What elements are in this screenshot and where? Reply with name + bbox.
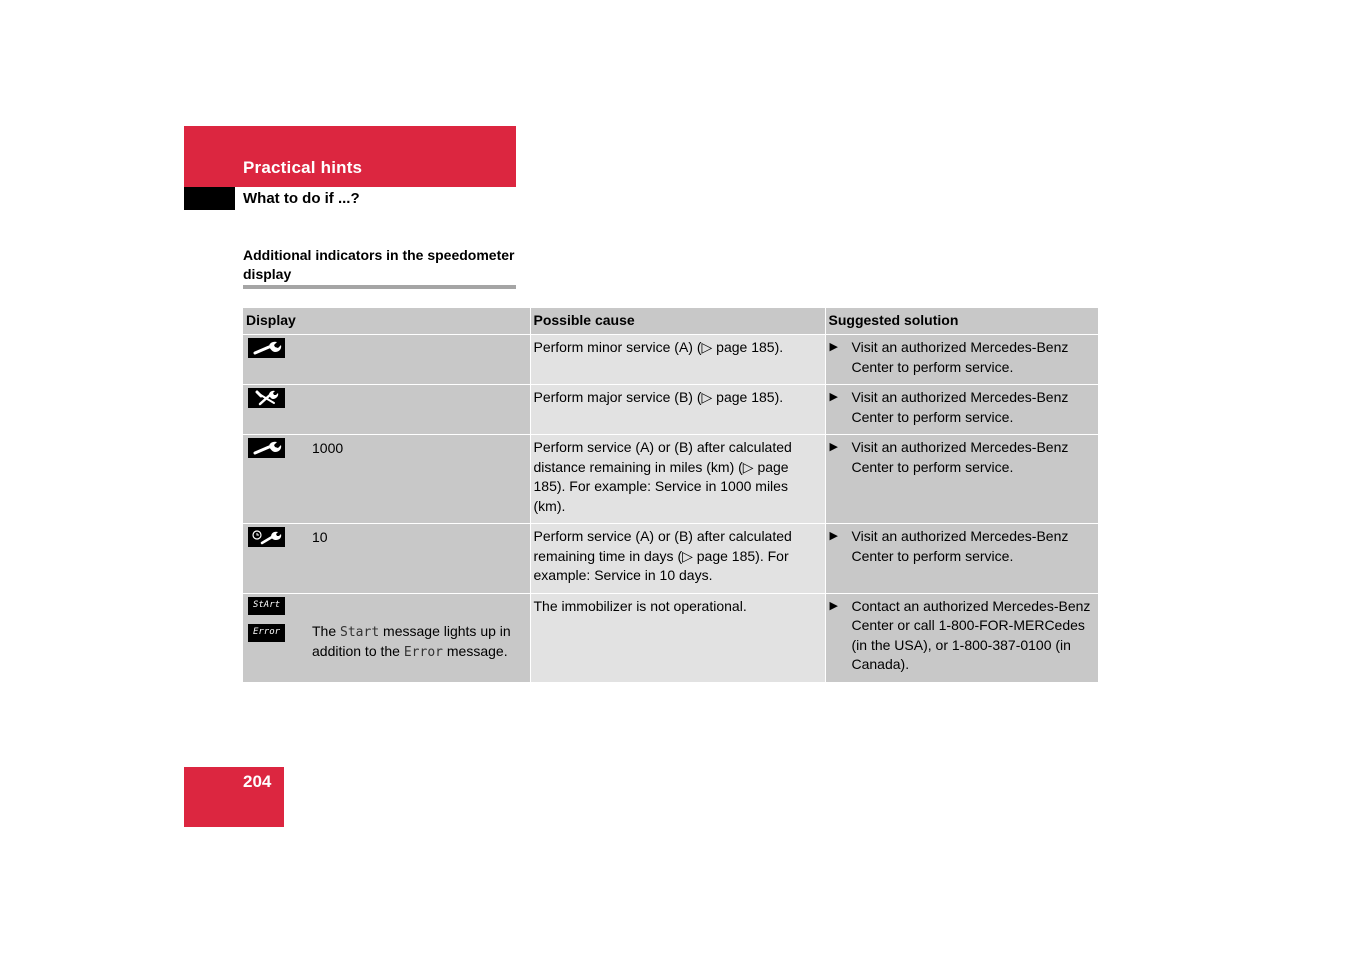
display-cell bbox=[243, 335, 530, 385]
indicators-table bbox=[243, 308, 1098, 683]
display-cell bbox=[243, 435, 530, 524]
solution-text: Visit an authorized Mercedes-Benz Center to perform service. bbox=[851, 439, 1069, 475]
section-title: Practical hints bbox=[243, 158, 363, 177]
header-tab-marker bbox=[184, 187, 235, 210]
display-text: 1000 bbox=[312, 440, 344, 456]
cause-cell: Perform major service (B) (▷ page 185). bbox=[530, 385, 825, 435]
display-text: The Start message lights up in addition to the Error message. bbox=[312, 622, 511, 660]
table-row bbox=[243, 593, 1098, 682]
cause-cell: Perform service (A) or (B) after calculated distance remaining in miles (km) (▷ page 185). For example: Service in 1000 miles (km). bbox=[530, 435, 825, 524]
solution-cell bbox=[825, 593, 1098, 682]
bullet-icon: ▶ bbox=[829, 341, 838, 353]
cause-cell: Perform service (A) or (B) after calculated remaining time in days (▷ page 185). For example: Service in 10 days. bbox=[530, 524, 825, 594]
solution-cell bbox=[825, 385, 1098, 435]
error-message-label: Error bbox=[403, 645, 443, 660]
table-row bbox=[243, 385, 1098, 435]
header-display: Display bbox=[243, 308, 530, 335]
display-cell bbox=[243, 524, 530, 594]
topic-rule bbox=[243, 285, 516, 289]
display-text: 10 bbox=[312, 529, 328, 545]
header-suggested-solution: Suggested solution bbox=[825, 308, 1098, 335]
wrench-icon bbox=[248, 338, 285, 358]
subsection-title: What to do if ...? bbox=[243, 190, 360, 207]
wrench-icon bbox=[248, 438, 285, 458]
bullet-icon: ▶ bbox=[829, 530, 838, 542]
display-cell bbox=[243, 593, 530, 682]
clock-wrench-icon bbox=[248, 527, 285, 547]
cause-cell: The immobilizer is not operational. bbox=[530, 593, 825, 682]
solution-text: Visit an authorized Mercedes-Benz Center to perform service. bbox=[851, 339, 1069, 375]
solution-cell bbox=[825, 335, 1098, 385]
start-display-icon: StArt bbox=[248, 597, 285, 615]
solution-text: Contact an authorized Mercedes-Benz Center or call 1-800-FOR-MERCedes (in the USA), or 1-800-387-0100 (in Canada). bbox=[851, 597, 1091, 672]
table-row bbox=[243, 524, 1098, 594]
solution-text: Visit an authorized Mercedes-Benz Center to perform service. bbox=[851, 528, 1069, 564]
cause-cell: Perform minor service (A) (▷ page 185). bbox=[530, 335, 825, 385]
error-display-icon: Error bbox=[248, 624, 285, 642]
bullet-icon: ▶ bbox=[829, 599, 838, 612]
table-row bbox=[243, 435, 1098, 524]
header-possible-cause: Possible cause bbox=[530, 308, 825, 335]
solution-cell bbox=[825, 524, 1098, 594]
start-message-label: Start bbox=[340, 624, 380, 640]
solution-text: Visit an authorized Mercedes-Benz Center to perform service. bbox=[851, 389, 1069, 425]
solution-cell bbox=[825, 435, 1098, 524]
display-cell bbox=[243, 385, 530, 435]
table-row bbox=[243, 335, 1098, 385]
page-number: 204 bbox=[243, 772, 272, 791]
bullet-icon: ▶ bbox=[829, 441, 838, 453]
bullet-icon: ▶ bbox=[829, 391, 838, 403]
major-service-icon bbox=[248, 388, 285, 408]
table-header-row bbox=[243, 308, 1098, 335]
topic-heading: Additional indicators in the speedometer display bbox=[243, 247, 515, 282]
